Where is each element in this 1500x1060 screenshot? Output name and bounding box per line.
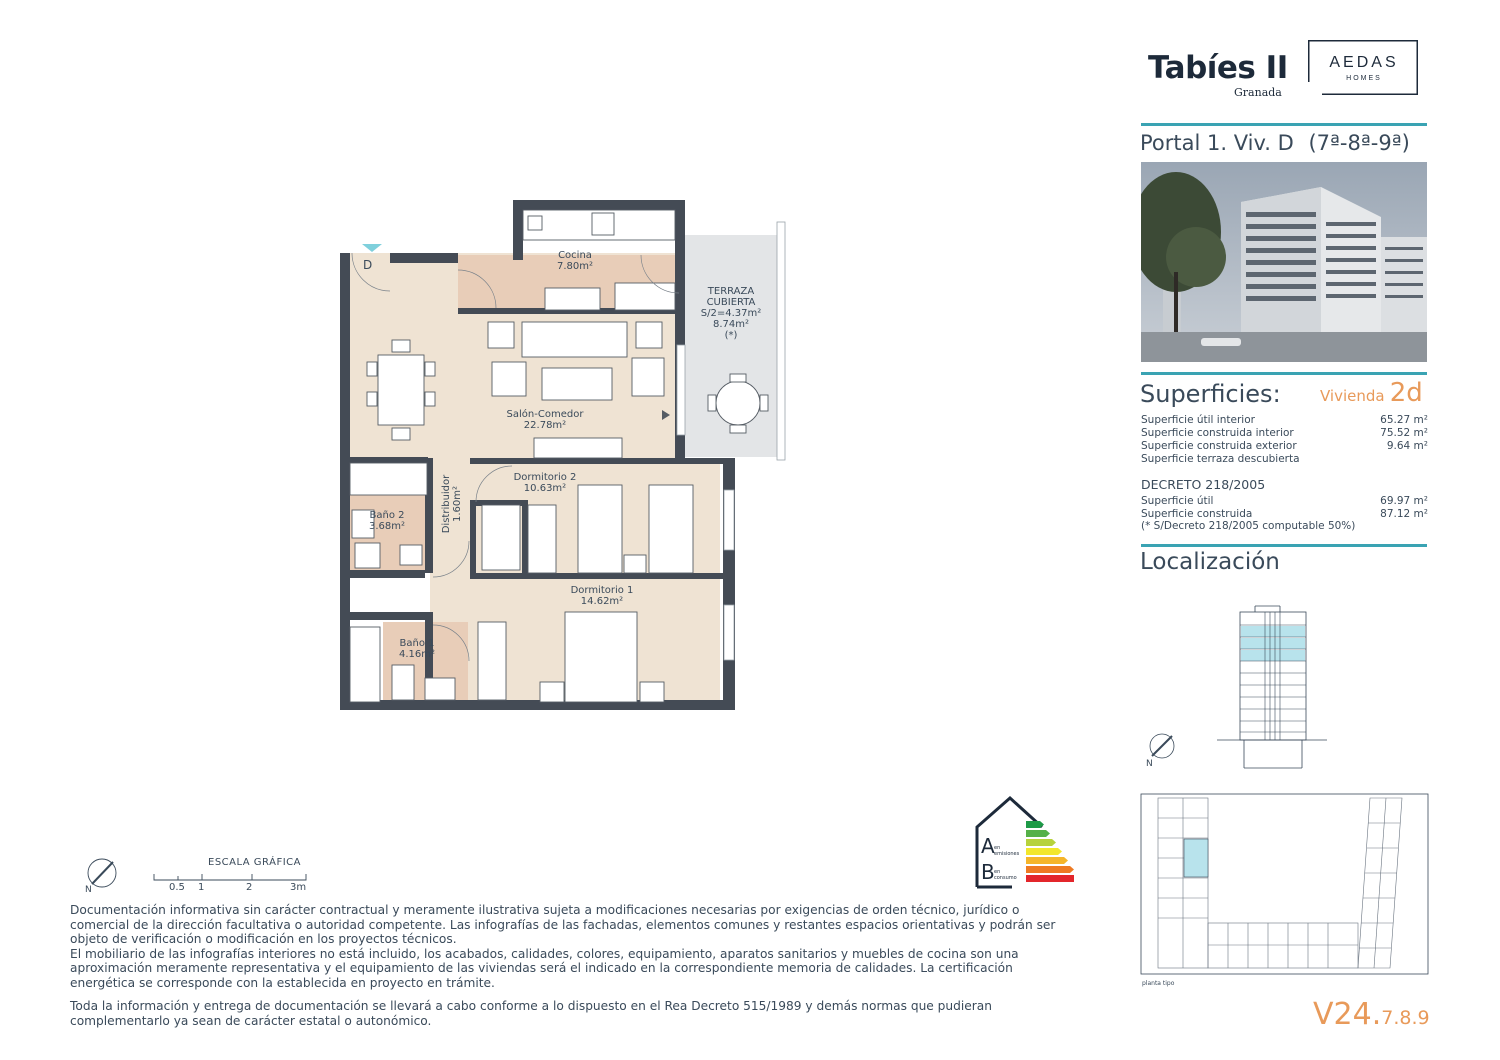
divider-top (1141, 123, 1427, 126)
svg-text:en: en (994, 869, 1001, 875)
disclaimer-text: Documentación informativa sin carácter contractual y meramente ilustrativa sujeta a modificaciones necesarias por exigencias de orden técnico, jurídico o comercial de la dirección facultativa o autoridad competente. Las infografías de las fachadas, elementos comunes y restantes espacios orientativas y podrán ser objeto de verificación o modificación en los proyectos técnicos. El mobiliario de las infografías interiores no está incluido, los acabados, calidades, colores, equipamiento, aparatos sanitarios y muebles de cocina son una aproximación meramente representativa y el equipamiento de las viviendas será el indicado en la correspondiente memoria de calidades. La certificación energética se corresponde con la establecida en proyecto en trámite. (70, 903, 1056, 990)
scale-tick: 3m (290, 882, 307, 893)
decree-row: Superficie construida 87.12 m² (1141, 508, 1428, 520)
compass-north-label: N (85, 885, 92, 895)
site-plan-caption: planta tipo (1142, 980, 1175, 987)
project-city: Granada (1234, 86, 1282, 99)
decree-title: DECRETO 218/2005 (1141, 477, 1266, 492)
building-render-image (1141, 162, 1427, 362)
surfaces-title: Superficies: (1140, 380, 1281, 408)
version-code: V24.7.8.9 (1313, 997, 1430, 1032)
floor-plan (330, 195, 800, 715)
energy-bar (1026, 830, 1050, 837)
scale-tick: 0.5 (169, 882, 185, 893)
room-label-dormitorio-2: Dormitorio 2 10.63m² (513, 472, 577, 494)
vivienda-label: Vivienda (1320, 387, 1385, 405)
compass-north-label: N (1146, 759, 1153, 769)
scale-bar (150, 870, 310, 882)
energy-bar (1026, 839, 1056, 846)
entrance-marker-icon (362, 244, 382, 252)
unit-letter: D (363, 258, 373, 272)
surface-row: Superficie útil interior 65.27 m² (1141, 414, 1428, 426)
decree-row: Superficie útil 69.97 m² (1141, 495, 1428, 507)
aedas-logo (1308, 40, 1418, 95)
scale-tick: 1 (198, 882, 205, 893)
legal-text: Toda la información y entrega de documentación se llevará a cabo conforme a lo dispuesto en el Rea Decreto 515/1989 y demás normas que pudieran complementarlo ya sean de carácter estatal o autonómico. (70, 999, 992, 1028)
energy-bar (1026, 866, 1074, 873)
decree-note: (* S/Decreto 218/2005 computable 50%) (1141, 520, 1356, 532)
surface-row: Superficie terraza descubierta (1141, 453, 1300, 465)
room-label-distribuidor: Distribuidor 1.60m² (441, 474, 463, 534)
divider-surfaces (1141, 372, 1427, 375)
surface-row: Superficie construida exterior 9.64 m² (1141, 440, 1428, 452)
surface-row: Superficie construida interior 75.52 m² (1141, 427, 1428, 439)
energy-letter-a: A (981, 834, 995, 858)
project-title: Tabíes II (1148, 50, 1288, 86)
vivienda-code: 2d (1389, 378, 1423, 408)
energy-certificate-icon (972, 795, 1074, 890)
building-elevation-diagram (1140, 600, 1430, 775)
scale-tick: 2 (246, 882, 253, 893)
terrace-label: TERRAZA CUBIERTA S/2=4.37m² 8.74m² (*) (700, 286, 762, 341)
compass-icon (1146, 734, 1174, 769)
room-label-dormitorio-1: Dormitorio 1 14.62m² (570, 585, 634, 607)
room-label-salon: Salón-Comedor 22.78m² (506, 409, 584, 431)
unit-label: Portal 1. Viv. D (1140, 131, 1294, 155)
site-plan-diagram (1140, 793, 1430, 993)
energy-bar (1026, 848, 1062, 855)
energy-letter-b: B (981, 860, 995, 884)
divider-location (1141, 544, 1427, 547)
energy-bar (1026, 857, 1068, 864)
room-label-bano-1: Baño 1 4.16m² (398, 638, 435, 660)
compass-icon (82, 855, 124, 895)
vivienda-type (1320, 378, 1423, 408)
energy-bar (1026, 875, 1074, 882)
unit-heading (1140, 131, 1410, 155)
scale-title: ESCALA GRÁFICA (208, 857, 301, 868)
logo-sub-text: HOMES (1346, 75, 1382, 82)
svg-text:en: en (994, 845, 1001, 851)
unit-floors: (7ª-8ª-9ª) (1308, 131, 1410, 155)
location-title: Localización (1140, 549, 1280, 575)
logo-main-text: AEDAS (1329, 54, 1399, 71)
room-label-bano-2: Baño 2 3.68m² (368, 510, 405, 532)
room-label-cocina: Cocina 7.80m² (556, 250, 593, 272)
svg-text:emisiones: emisiones (994, 851, 1020, 857)
svg-text:consumo: consumo (994, 875, 1017, 881)
